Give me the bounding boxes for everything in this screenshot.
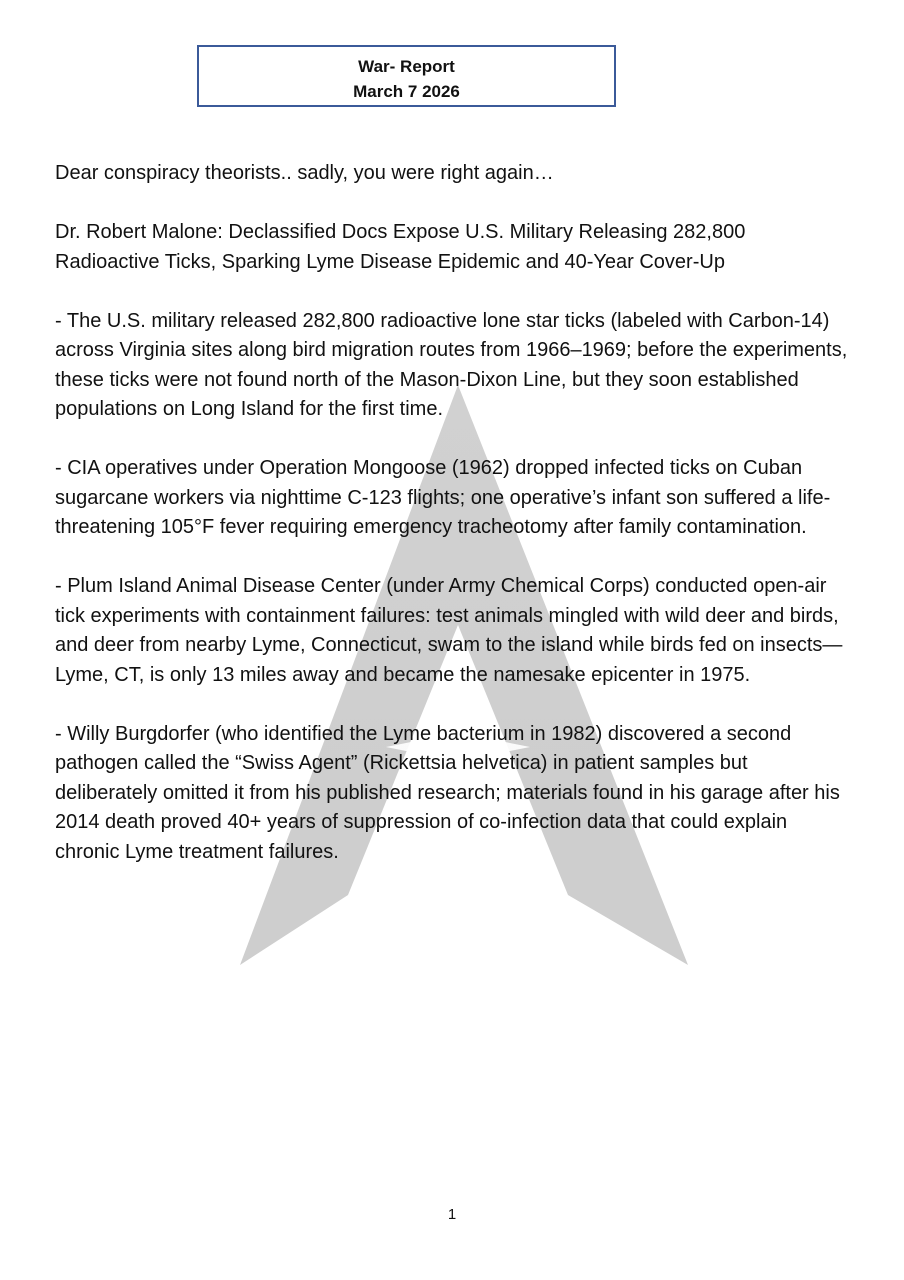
greeting: Dear conspiracy theorists.. sadly, you were right again… (55, 162, 554, 184)
point-4: - Willy Burgdorfer (who identified the Lyme bacterium in 1982) discovered a second pathogen called the “Swiss Agent” (Rickettsia helvetica) in patient samples but deliberately omitted it from his published research; materials found in his garage after his 2014 death proved 40+ years of suppression of co-infection data that could explain chronic Lyme treatment failures. (55, 722, 840, 863)
report-title: War- Report (358, 57, 455, 76)
point-2: - CIA operatives under Operation Mongoose (1962) dropped infected ticks on Cuban sugarcane workers via nighttime C-123 flights; one operative’s infant son suffered a life-threatening 105°F fever requiring emergency tracheotomy after family contamination. (55, 457, 831, 538)
point-3: - Plum Island Animal Disease Center (under Army Chemical Corps) conducted open-air tick experiments with containment failures: test animals mingled with wild deer and birds, and deer from nearby Lyme, Connecticut, swam to the island while birds fed on insects—Lyme, CT, is only 13 miles away and became the namesake epicenter in 1975. (55, 575, 843, 686)
report-header-box (197, 45, 616, 107)
report-date: March 7 2026 (353, 82, 460, 101)
headline: Dr. Robert Malone: Declassified Docs Expose U.S. Military Releasing 282,800 Radioactive Ticks, Sparking Lyme Disease Epidemic and 40-Year Cover-Up (55, 221, 746, 273)
point-1: - The U.S. military released 282,800 radioactive lone star ticks (labeled with Carbon-14) across Virginia sites along bird migration routes from 1966–1969; before the experiments, these ticks were not found north of the Mason-Dixon Line, but they soon established populations on Long Island for the first time. (55, 309, 848, 420)
report-body (55, 159, 855, 897)
page-number: 1 (447, 1206, 457, 1223)
